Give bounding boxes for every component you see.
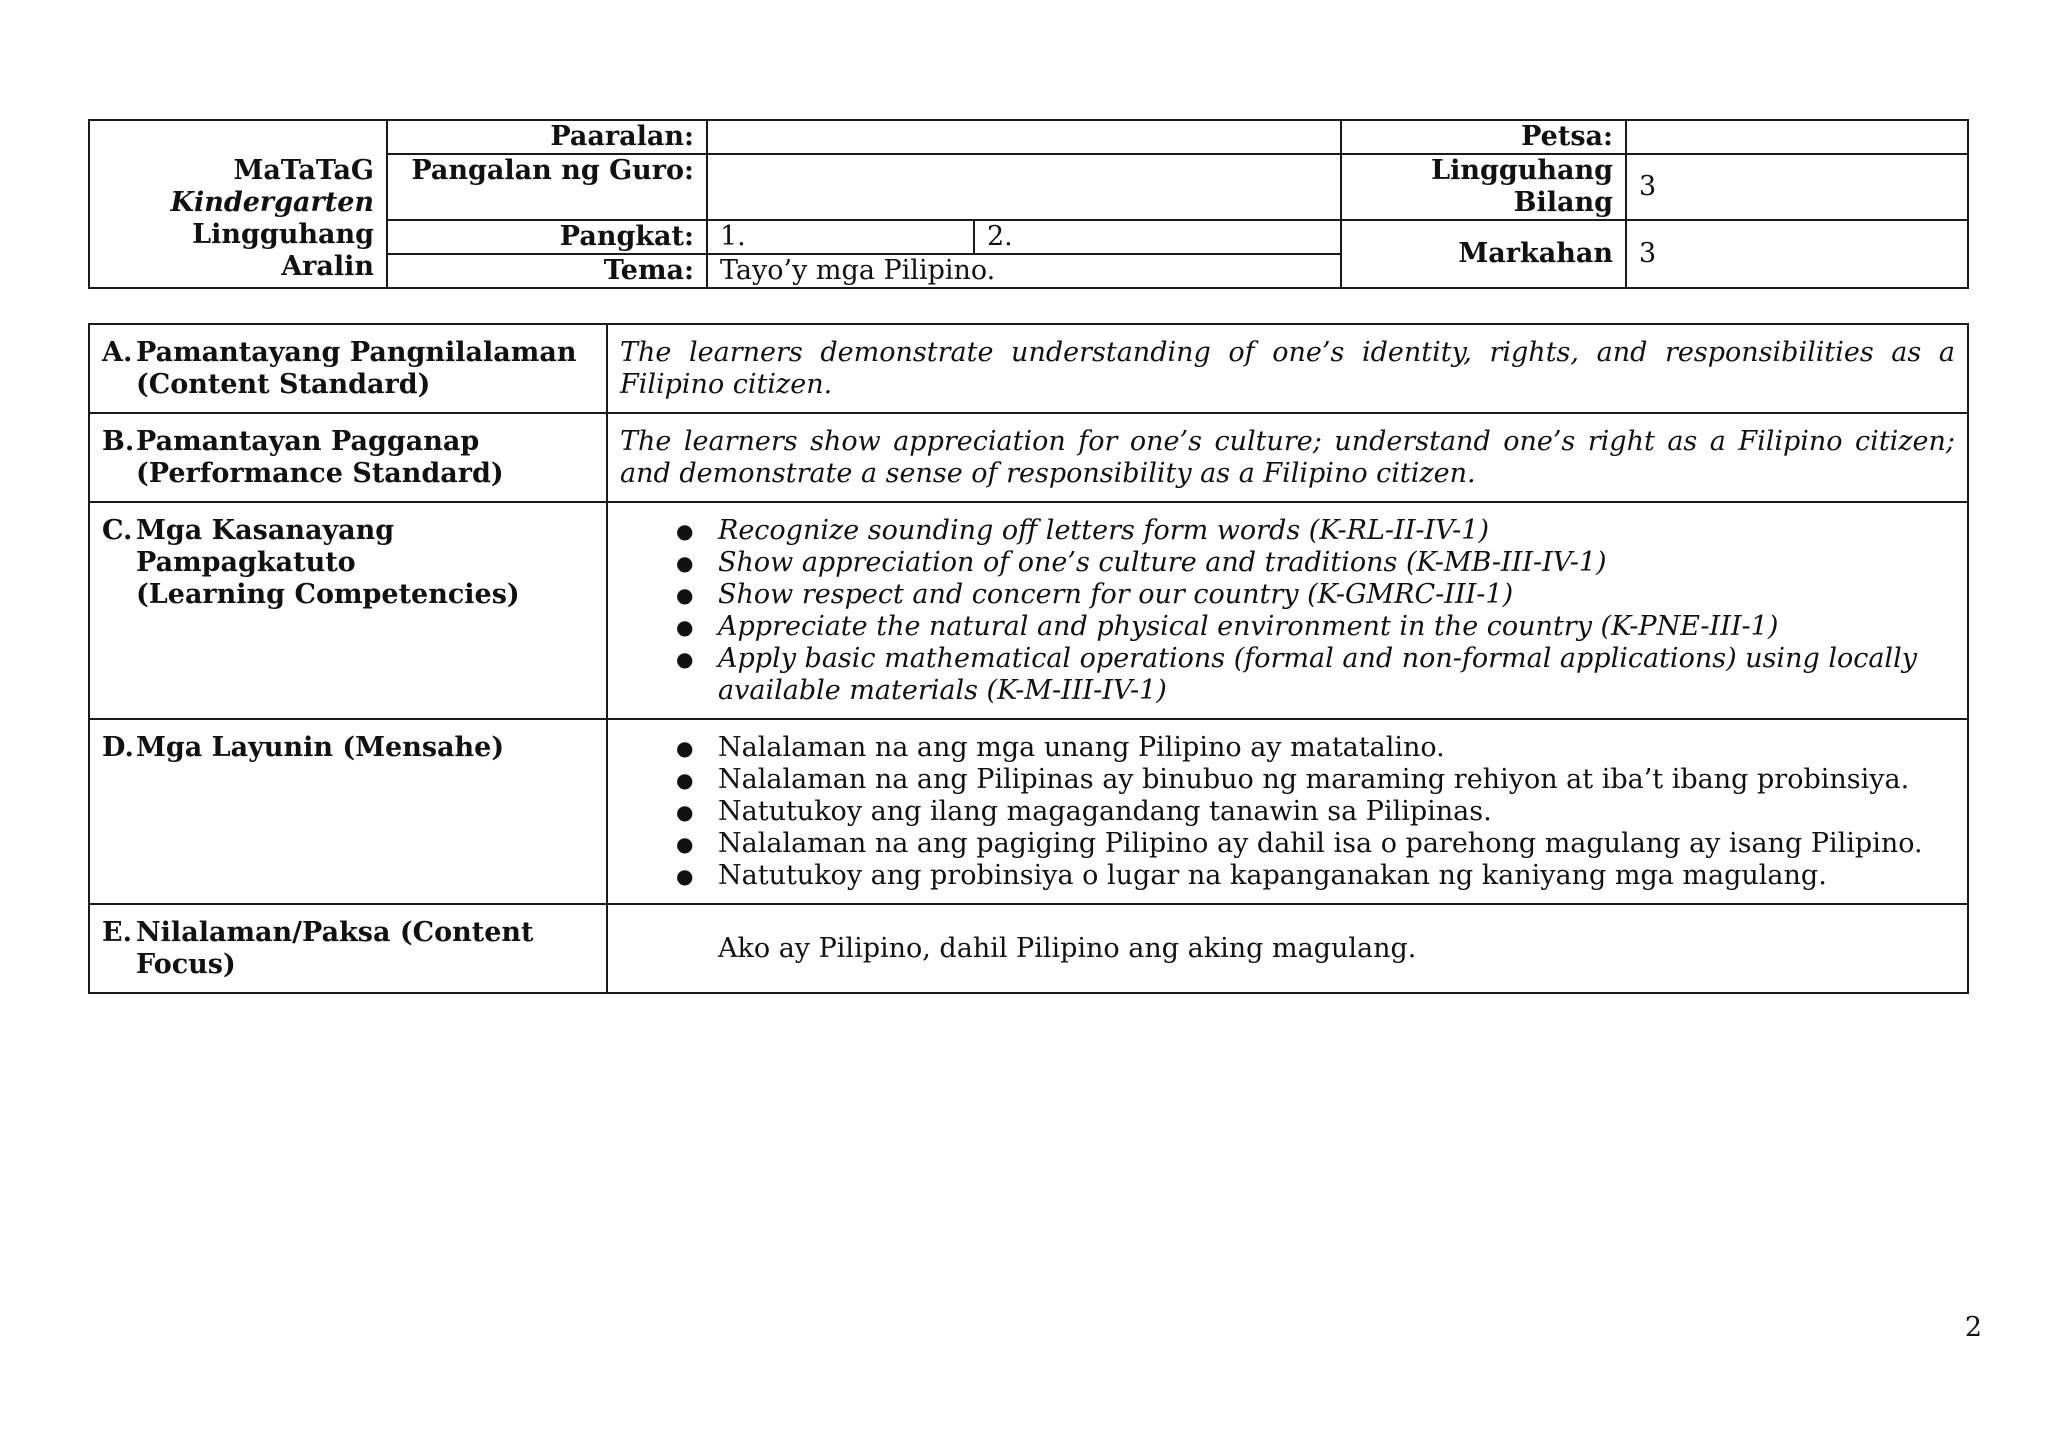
section-c-title: Mga Kasanayang Pampagkatuto xyxy=(136,515,395,578)
bullet-icon: ● xyxy=(676,583,694,607)
section-b-subtitle: (Performance Standard) xyxy=(136,458,504,489)
section-row-c xyxy=(89,502,1968,719)
title-line-kindergarten: Kindergarten xyxy=(170,187,374,218)
section-a-label-cell xyxy=(89,324,607,413)
title-line-matatag: MaTaTaG xyxy=(233,155,374,186)
section-d-label-cell xyxy=(89,719,607,904)
list-item: ● Nalalaman na ang Pilipinas ay binubuo ng maraming rehiyon at iba’t ibang probinsiya. xyxy=(676,764,1910,795)
bullet-icon: ● xyxy=(676,864,694,888)
bullet-icon: ● xyxy=(676,736,694,760)
lingguhang-bilang-value[interactable]: 3 xyxy=(1626,154,1968,220)
section-d-title: Mga Layunin (Mensahe) xyxy=(136,732,505,763)
list-item: ● Nalalaman na ang pagiging Pilipino ay dahil isa o parehong magulang ay isang Pilipino. xyxy=(676,828,1923,859)
performance-standard-text: The learners show appreciation for one’s culture; understand one’s right as a Filipino citizen; and demonstrate a sense of responsibility as a Filipino citizen. xyxy=(607,413,1968,502)
content-focus-text: Ako ay Pilipino, dahil Pilipino ang aking magulang. xyxy=(718,933,1417,964)
bullet-icon: ● xyxy=(676,832,694,856)
list-item: ● Natutukoy ang probinsiya o lugar na kapanganakan ng kaniyang mga magulang. xyxy=(676,860,1827,891)
section-b-title: Pamantayan Pagganap xyxy=(136,426,480,457)
pangkat-field-1[interactable]: 1. xyxy=(707,220,974,254)
section-b-label-cell xyxy=(89,413,607,502)
lesson-plan-title xyxy=(89,120,387,288)
section-row-a xyxy=(89,324,1968,413)
section-e-letter: E. xyxy=(102,917,132,948)
paaralan-field[interactable] xyxy=(707,120,1341,154)
tema-field[interactable]: Tayo’y mga Pilipino. xyxy=(707,254,1341,288)
section-c-subtitle: (Learning Competencies) xyxy=(136,579,520,610)
section-b-letter: B. xyxy=(102,426,135,457)
pangkat-label: Pangkat: xyxy=(387,220,707,254)
bullet-icon: ● xyxy=(676,615,694,639)
list-item: ● Appreciate the natural and physical environment in the country (K-PNE-III-1) xyxy=(676,611,1779,642)
bullet-icon: ● xyxy=(676,800,694,824)
tema-label: Tema: xyxy=(387,254,707,288)
lingguhang-bilang-label xyxy=(1341,154,1626,220)
petsa-field[interactable] xyxy=(1626,120,1968,154)
section-a-title: Pamantayang Pangnilalaman xyxy=(136,337,577,368)
lesson-header-table xyxy=(88,119,1969,289)
pangkat-field-2[interactable]: 2. xyxy=(974,220,1341,254)
petsa-label: Petsa: xyxy=(1341,120,1626,154)
content-standard-text: The learners demonstrate understanding of one’s identity, rights, and responsibilities as a Filipino citizen. xyxy=(607,324,1968,413)
markahan-value[interactable]: 3 xyxy=(1626,220,1968,288)
list-item: ● Show respect and concern for our country (K-GMRC-III-1) xyxy=(676,579,1514,610)
section-e-title: Nilalaman/Paksa (Content xyxy=(136,917,534,948)
guro-field[interactable] xyxy=(707,154,1341,220)
section-a-letter: A. xyxy=(102,337,133,368)
title-line-lingguhang-aralin: Lingguhang Aralin xyxy=(192,219,374,282)
guro-label: Pangalan ng Guro: xyxy=(387,154,707,220)
section-c-letter: C. xyxy=(102,515,133,546)
section-row-d xyxy=(89,719,1968,904)
section-c-label-cell xyxy=(89,502,607,719)
markahan-label: Markahan xyxy=(1341,220,1626,288)
standards-table xyxy=(88,323,1969,994)
section-row-b xyxy=(89,413,1968,502)
page-number: 2 xyxy=(1964,1312,1982,1343)
section-a-subtitle: (Content Standard) xyxy=(136,369,431,400)
paaralan-label: Paaralan: xyxy=(387,120,707,154)
bullet-icon: ● xyxy=(676,551,694,575)
section-d-letter: D. xyxy=(102,732,134,763)
bullet-icon: ● xyxy=(676,519,694,543)
list-item: ● Natutukoy ang ilang magagandang tanawin sa Pilipinas. xyxy=(676,796,1492,827)
section-e-subtitle: Focus) xyxy=(136,949,236,980)
learning-competencies-list xyxy=(620,515,1955,707)
objectives-cell xyxy=(607,719,1968,904)
list-item: ● Show appreciation of one’s culture and traditions (K-MB-III-IV-1) xyxy=(676,547,1607,578)
learning-competencies-cell xyxy=(607,502,1968,719)
list-item: ● Apply basic mathematical operations (formal and non-formal applications) using locally available materials (K-M-III-IV-1) xyxy=(676,643,1917,706)
content-focus-cell xyxy=(607,904,1968,993)
list-item: ● Nalalaman na ang mga unang Pilipino ay matatalino. xyxy=(676,732,1445,763)
section-row-e xyxy=(89,904,1968,993)
lingguhang-label-line2: Bilang xyxy=(1513,187,1613,218)
lingguhang-label-line1: Lingguhang xyxy=(1431,155,1613,186)
bullet-icon: ● xyxy=(676,647,694,671)
list-item: ● Recognize sounding off letters form words (K-RL-II-IV-1) xyxy=(676,515,1490,546)
section-e-label-cell xyxy=(89,904,607,993)
bullet-icon: ● xyxy=(676,768,694,792)
objectives-list xyxy=(620,732,1955,892)
